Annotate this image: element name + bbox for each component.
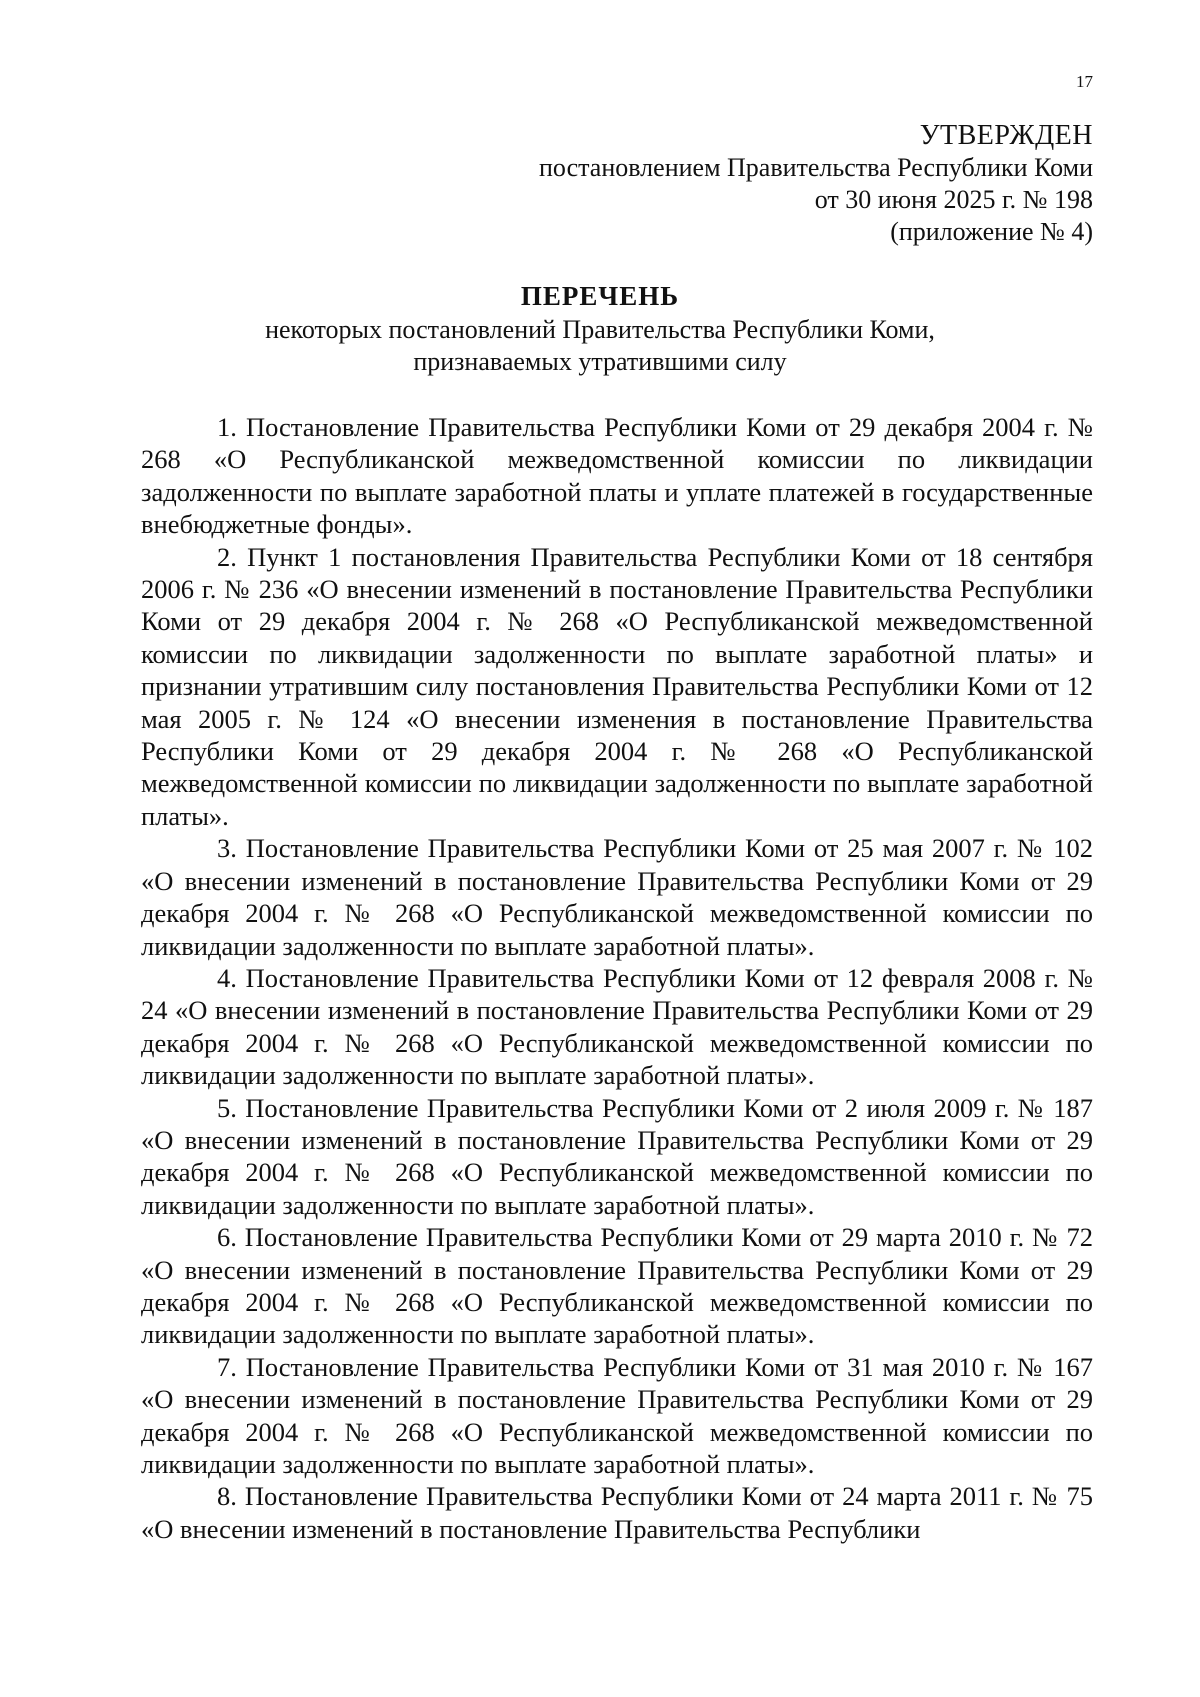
approval-line-appendix: (приложение № 4) <box>890 217 1093 246</box>
approval-line-resolution: постановлением Правительства Республики Коми <box>539 153 1093 182</box>
page-number: 17 <box>1076 72 1093 91</box>
list-item-2: 2. Пункт 1 постановления Правительства Республики Коми от 18 сентября 2006 г. № 236 «О внесении изменений в постановление Правительства Республики Коми от 29 декабря 2004 г. № 268 «О Республиканской межведомственной комиссии по ликвидации задолженности по выплате заработной платы» и признании утратившим силу постановления Правительства Республики Коми от 12 мая 2005 г. № 124 «О внесении изменения в постановление Правительства Республики Коми от 29 декабря 2004 г. № 268 «О Республиканской межведомственной комиссии по ликвидации задолженности по выплате заработной платы». <box>141 541 1093 831</box>
list-item-1: 1. Постановление Правительства Республики Коми от 29 декабря 2004 г. № 268 «О Республиканской межведомственной комиссии по ликвидации задолженности по выплате заработной платы и уплате платежей в государственные внебюджетные фонды». <box>141 412 1093 540</box>
document-body <box>141 411 1093 1545</box>
approval-line-date: от 30 июня 2025 г. № 198 <box>814 185 1093 214</box>
document-title: ПЕРЕЧЕНЬ <box>520 281 680 311</box>
list-item-3: 3. Постановление Правительства Республики Коми от 25 мая 2007 г. № 102 «О внесении изменений в постановление Правительства Республики Коми от 29 декабря 2004 г. № 268 «О Республиканской межведомственной комиссии по ликвидации задолженности по выплате заработной платы». <box>141 833 1093 961</box>
list-item-7: 7. Постановление Правительства Республики Коми от 31 мая 2010 г. № 167 «О внесении изменений в постановление Правительства Республики Коми от 29 декабря 2004 г. № 268 «О Республиканской межведомственной комиссии по ликвидации задолженности по выплате заработной платы». <box>141 1351 1093 1479</box>
document-subtitle-line-2: признаваемых утратившими силу <box>413 347 787 376</box>
list-item-5: 5. Постановление Правительства Республики Коми от 2 июля 2009 г. № 187 «О внесении изменений в постановление Правительства Республики Коми от 29 декабря 2004 г. № 268 «О Республиканской межведомственной комиссии по ликвидации задолженности по выплате заработной платы». <box>141 1092 1093 1220</box>
list-item-4: 4. Постановление Правительства Республики Коми от 12 февраля 2008 г. № 24 «О внесении изменений в постановление Правительства Республики Коми от 29 декабря 2004 г. № 268 «О Республиканской межведомственной комиссии по ликвидации задолженности по выплате заработной платы». <box>141 962 1093 1091</box>
document-subtitle-line-1: некоторых постановлений Правительства Республики Коми, <box>265 315 935 344</box>
approval-block <box>539 120 1093 248</box>
approval-title: УТВЕРЖДЕН <box>919 120 1093 151</box>
list-item-6: 6. Постановление Правительства Республики Коми от 29 марта 2010 г. № 72 «О внесении изменений в постановление Правительства Республики Коми от 29 декабря 2004 г. № 268 «О Республиканской межведомственной комиссии по ликвидации задолженности по выплате заработной платы». <box>141 1222 1093 1350</box>
document-subtitle <box>0 314 1200 378</box>
list-item-8: 8. Постановление Правительства Республики Коми от 24 марта 2011 г. № 75 «О внесении изменений в постановление Правительства Республики <box>141 1481 1093 1544</box>
